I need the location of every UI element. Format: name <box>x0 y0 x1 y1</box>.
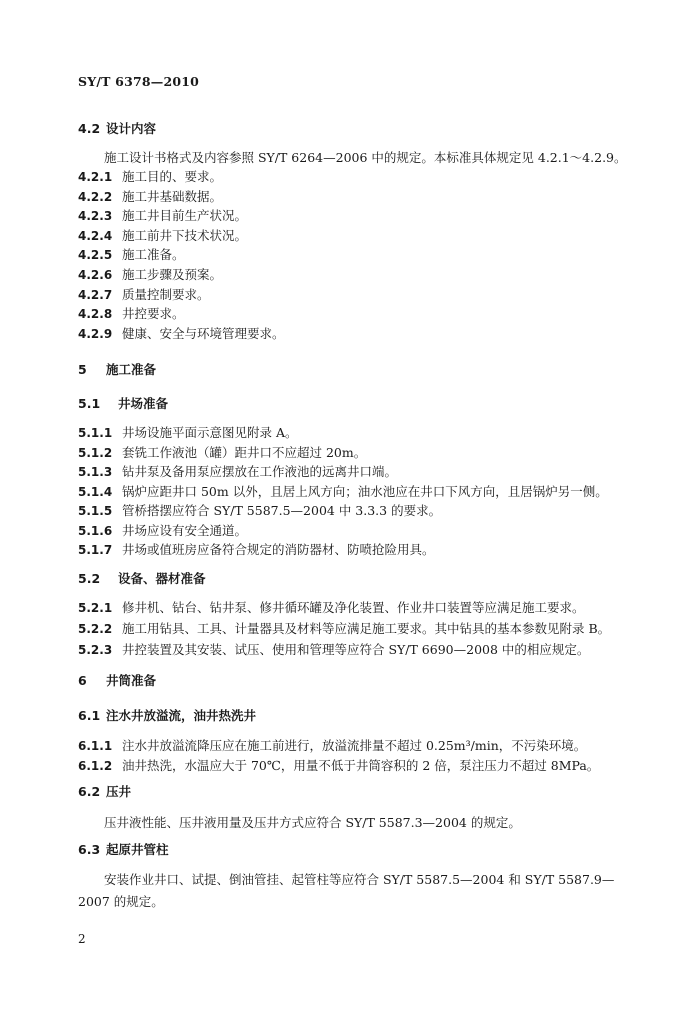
section-5-1-heading <box>78 395 168 413</box>
clause-number: 4.2.7 <box>78 287 113 302</box>
clause-item <box>78 207 247 225</box>
clause-text: 质量控制要求。 <box>122 286 210 302</box>
clause-number: 5.1.3 <box>78 465 113 479</box>
clause-item <box>78 325 285 343</box>
section-number: 5.2 <box>78 571 101 586</box>
clause-text: 施工准备。 <box>122 247 185 263</box>
section-number: 4.2 <box>78 121 101 136</box>
clause-item <box>78 227 247 245</box>
section-number: 5 <box>78 362 87 377</box>
section-title: 起原井管柱 <box>106 842 169 857</box>
section-number: 6.3 <box>78 842 101 857</box>
clause-text: 健康、安全与环境管理要求。 <box>122 325 285 341</box>
clause-item <box>78 463 397 481</box>
clause-item <box>78 757 599 775</box>
section-6-2-text: 压井液性能、压井液用量及压井方式应符合 SY/T 5587.3—2004 的规定。 <box>104 815 521 830</box>
clause-item <box>78 246 185 264</box>
clause-number: 4.2.1 <box>78 170 113 184</box>
clause-text: 施工步骤及预案。 <box>122 267 223 282</box>
clause-number: 4.2.2 <box>78 189 113 204</box>
clause-number: 5.2.3 <box>78 643 113 657</box>
section-title: 压井 <box>106 784 132 799</box>
clause-text: 井场设施平面示意图见附录 A。 <box>122 425 298 440</box>
clause-number: 4.2.9 <box>78 326 113 341</box>
standard-code-header: SY/T 6378—2010 <box>78 74 200 89</box>
section-6-1-heading <box>78 707 256 725</box>
clause-item <box>78 522 247 540</box>
clause-number: 4.2.6 <box>78 268 113 282</box>
clause-item <box>78 188 222 206</box>
clause-item <box>78 305 185 323</box>
section-title: 井场准备 <box>118 396 169 411</box>
clause-item <box>78 286 210 304</box>
clause-number: 5.1.7 <box>78 543 113 557</box>
clause-number: 5.2.1 <box>78 601 113 615</box>
section-number: 6 <box>78 673 87 688</box>
clause-text: 井控装置及其安装、试压、使用和管理等应符合 SY/T 6690—2008 中的相应规定。 <box>122 642 590 657</box>
clause-number: 4.2.5 <box>78 248 113 263</box>
section-number: 6.1 <box>78 708 101 723</box>
section-title: 设计内容 <box>106 121 157 136</box>
clause-item <box>78 620 610 638</box>
clause-text: 管桥搭摆应符合 SY/T 5587.5—2004 中 3.3.3 的要求。 <box>122 503 442 518</box>
clause-item <box>78 737 586 755</box>
clause-text: 套铣工作液池（罐）距井口不应超过 20m。 <box>122 444 367 460</box>
clause-number: 6.1.2 <box>78 759 113 773</box>
section-number: 5.1 <box>78 396 101 411</box>
clause-item <box>78 424 298 442</box>
section-4-2-heading <box>78 120 156 138</box>
section-6-3-text: 安装作业井口、试提、倒油管挂、起管柱等应符合 SY/T 5587.5—2004 和 SY/T 5587.9—2007 的规定。 <box>78 872 615 909</box>
section-number: 6.2 <box>78 784 101 799</box>
section-6-3-heading <box>78 841 169 859</box>
section-6-heading <box>78 672 156 690</box>
clause-text: 井场或值班房应备符合规定的消防器材、防喷抢险用具。 <box>122 542 435 557</box>
clause-text: 井场应设有安全通道。 <box>122 522 248 538</box>
clause-number: 5.1.1 <box>78 426 113 440</box>
clause-item <box>78 168 222 186</box>
clause-text: 井控要求。 <box>122 306 185 322</box>
clause-number: 6.1.1 <box>78 739 113 753</box>
clause-number: 5.1.6 <box>78 523 113 538</box>
page-number: 2 <box>78 932 86 946</box>
clause-item <box>78 483 608 501</box>
section-title: 井筒准备 <box>106 673 157 688</box>
clause-text: 施工井基础数据。 <box>122 188 223 204</box>
clause-item <box>78 502 441 520</box>
clause-number: 5.1.5 <box>78 504 113 518</box>
clause-text: 施工用钻具、工具、计量器具及材料等应满足施工要求。其中钻具的基本参数见附录 B。 <box>122 621 611 636</box>
clause-text: 注水井放溢流降压应在施工前进行，放溢流排量不超过 0.25m³/min，不污染环境。 <box>122 738 587 753</box>
clause-text: 钻井泵及备用泵应摆放在工作液池的远离井口端。 <box>122 464 398 479</box>
clause-number: 4.2.3 <box>78 209 113 224</box>
section-5-heading <box>78 361 156 379</box>
clause-number: 5.1.2 <box>78 445 113 460</box>
clause-text: 施工井目前生产状况。 <box>122 208 248 224</box>
clause-number: 4.2.8 <box>78 307 113 322</box>
clause-item <box>78 641 589 659</box>
clause-item <box>78 541 435 559</box>
clause-text: 锅炉应距井口 50m 以外，且居上风方向；油水池应在井口下风方向，且居锅炉另一侧。 <box>122 483 608 499</box>
section-title: 施工准备 <box>106 362 157 377</box>
section-title: 注水井放溢流，油井热洗井 <box>106 708 257 723</box>
clause-item <box>78 599 585 617</box>
section-title: 设备、器材准备 <box>118 571 206 586</box>
clause-text: 施工前井下技术状况。 <box>122 227 248 243</box>
section-6-2-heading <box>78 783 131 801</box>
clause-text: 油井热洗，水温应大于 70℃，用量不低于井筒容积的 2 倍，泵注压力不超过 8MPa。 <box>122 758 600 773</box>
clause-text: 修井机、钻台、钻井泵、修井循环罐及净化装置、作业井口装置等应满足施工要求。 <box>122 600 585 615</box>
section-4-2-intro: 施工设计书格式及内容参照 SY/T 6264—2006 中的规定。本标准具体规定见 4.2.1～4.2.9。 <box>104 150 627 165</box>
clause-number: 4.2.4 <box>78 228 113 243</box>
clause-item <box>78 266 222 284</box>
clause-number: 5.2.2 <box>78 622 113 636</box>
clause-text: 施工目的、要求。 <box>122 169 223 184</box>
clause-item <box>78 444 366 462</box>
clause-number: 5.1.4 <box>78 484 113 499</box>
section-5-2-heading <box>78 570 206 588</box>
